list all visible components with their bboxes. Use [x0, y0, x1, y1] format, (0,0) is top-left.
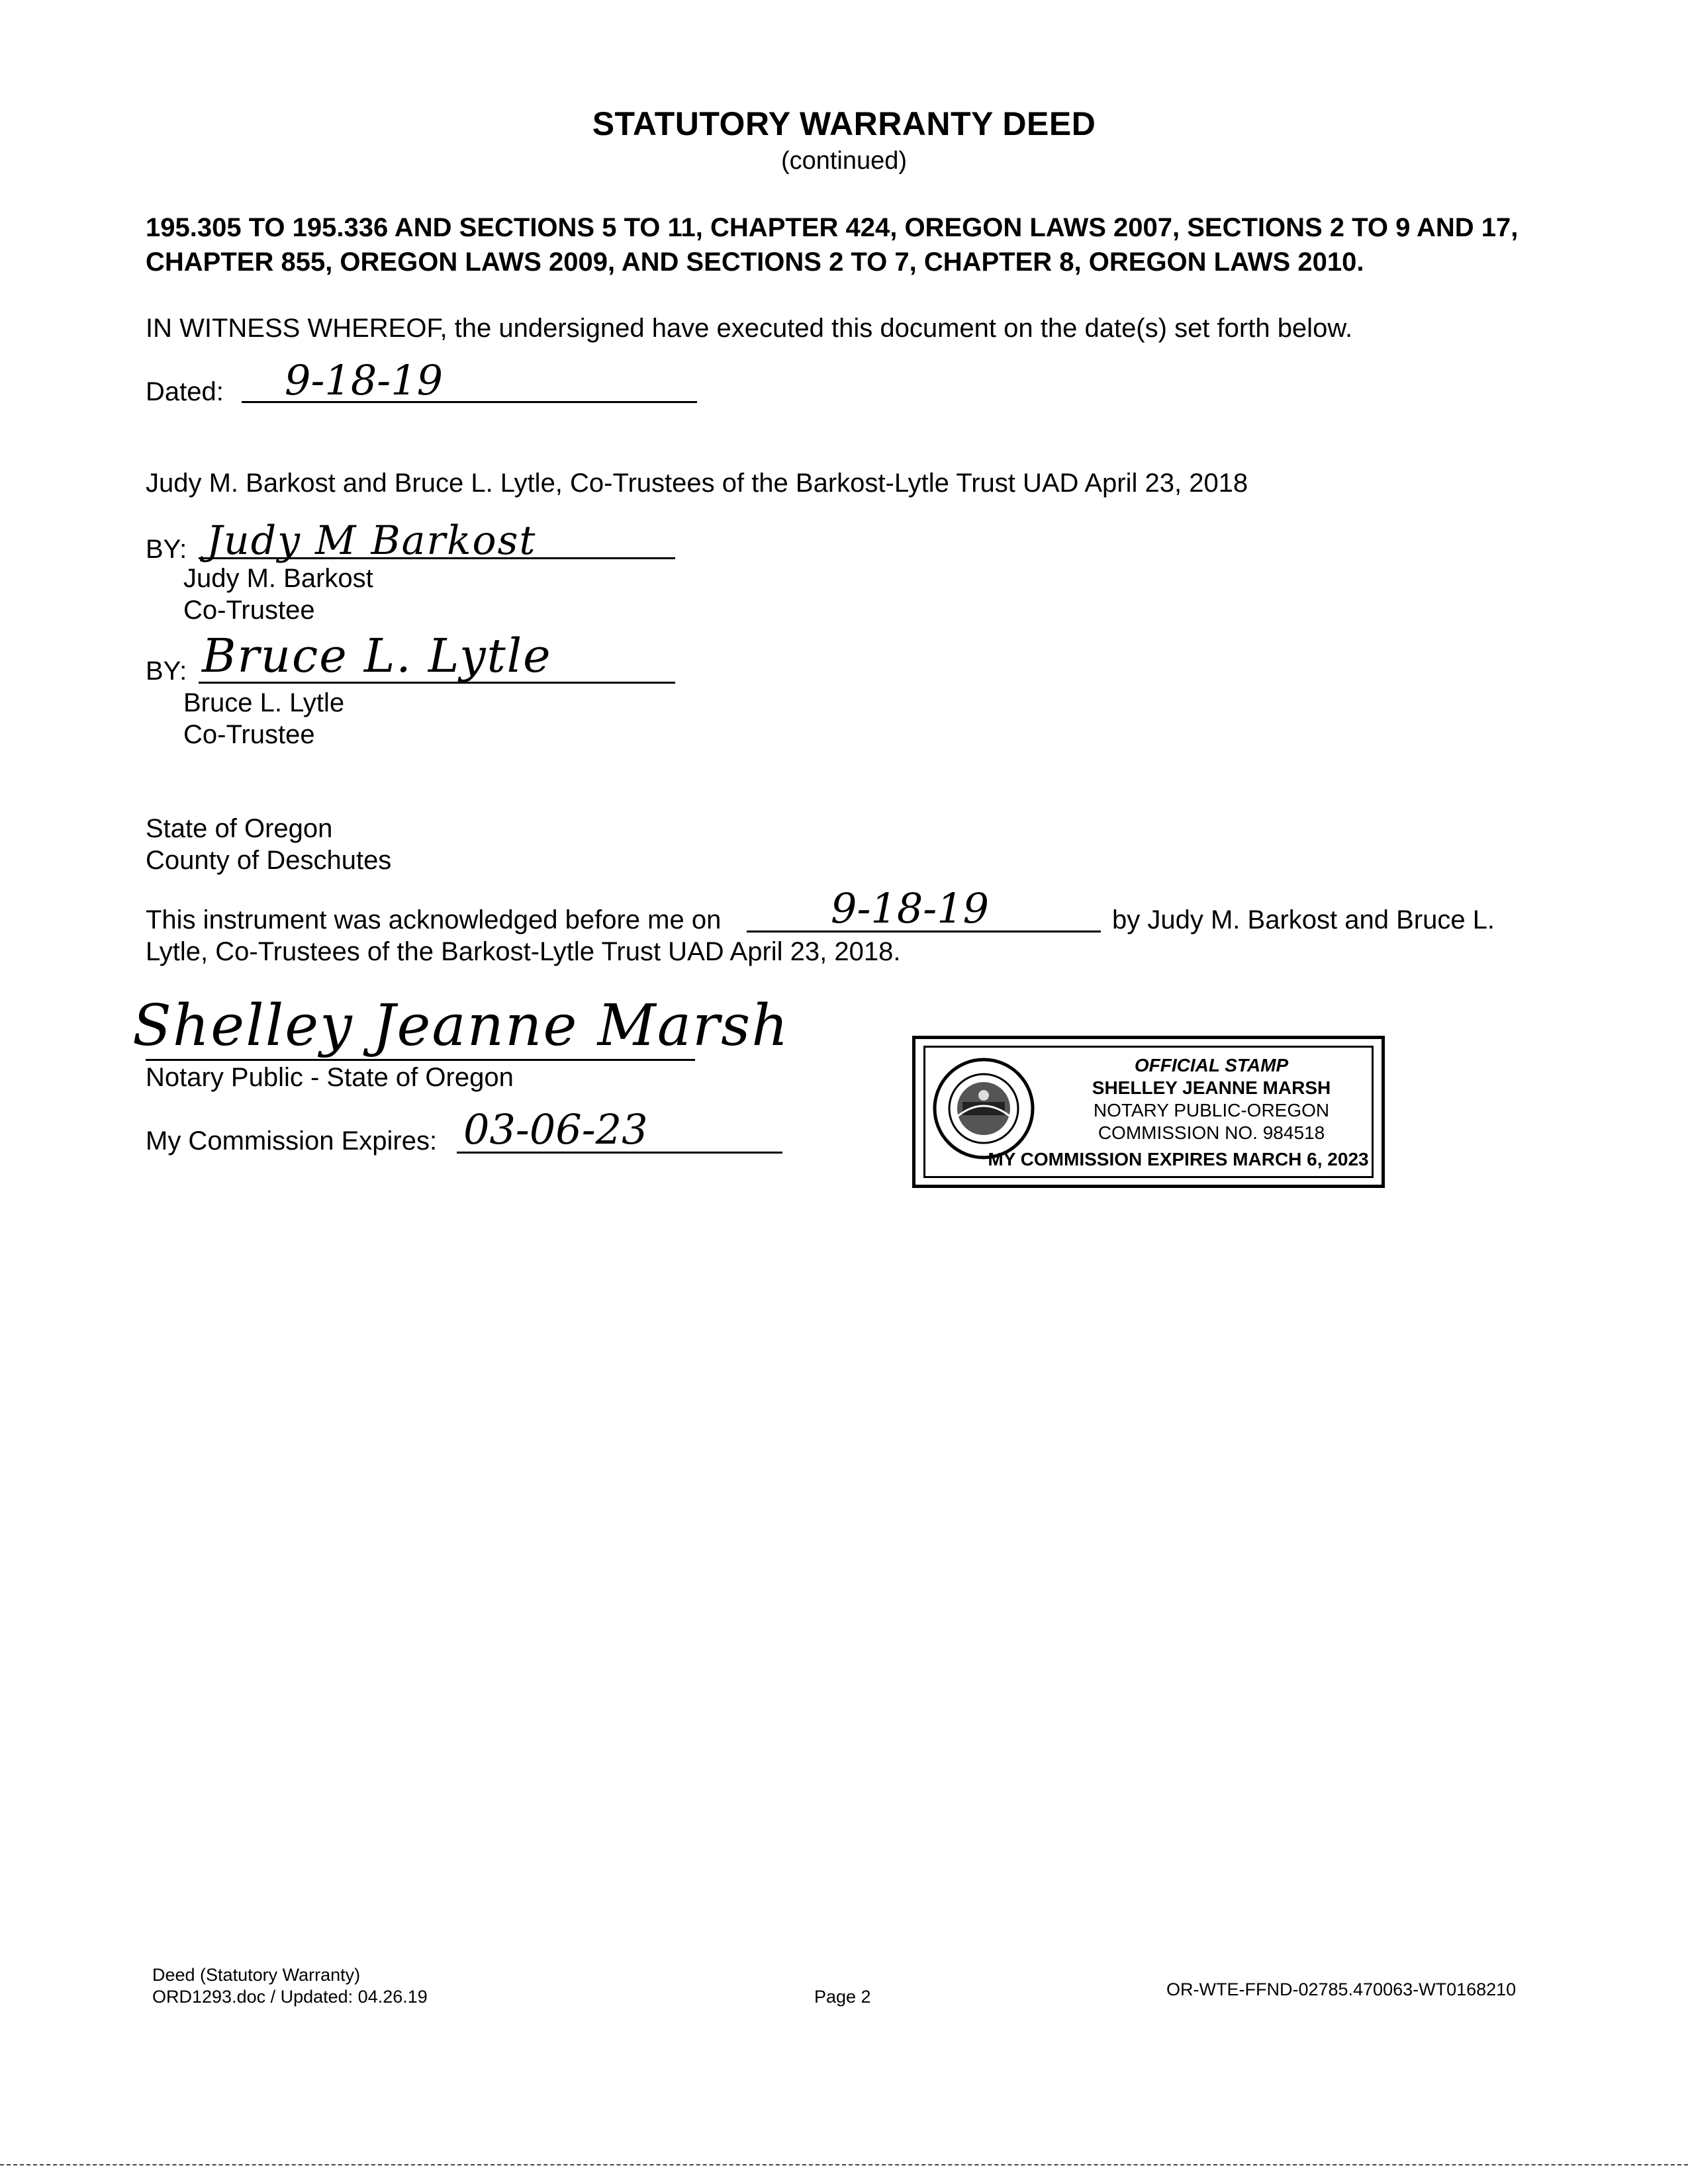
- venue-state: State of Oregon: [146, 814, 333, 843]
- dated-label: Dated:: [146, 377, 224, 406]
- footer-order-number: OR-WTE-FFND-02785.470063-WT0168210: [1166, 1979, 1517, 1999]
- signer-2-role: Co-Trustee: [183, 720, 315, 749]
- footer-form-name: Deed (Statutory Warranty): [152, 1965, 361, 1985]
- stamp-line-expiration: MY COMMISSION EXPIRES MARCH 6, 2023: [988, 1149, 1369, 1169]
- acknowledgment-text-line2: Lytle, Co-Trustees of the Barkost-Lytle Trust UAD April 23, 2018.: [146, 937, 901, 966]
- official-stamp: [912, 1036, 1385, 1188]
- signer-1-signature: Judy M Barkost: [207, 518, 537, 564]
- commission-handwritten-date: 03-06-23: [463, 1105, 648, 1154]
- signer-1-role: Co-Trustee: [183, 596, 315, 625]
- page-bottom-rule: [0, 2164, 1688, 2165]
- stamp-line-notary: NOTARY PUBLIC-OREGON: [1093, 1100, 1330, 1120]
- notary-signature-line: [146, 1059, 695, 1061]
- stamp-line-name: SHELLEY JEANNE MARSH: [1092, 1077, 1331, 1098]
- stamp-line-heading: OFFICIAL STAMP: [1134, 1055, 1289, 1075]
- document-title: STATUTORY WARRANTY DEED: [592, 105, 1096, 142]
- footer-form-ref: ORD1293.doc / Updated: 04.26.19: [152, 1987, 428, 2007]
- commission-label: My Commission Expires:: [146, 1126, 438, 1156]
- document-subtitle: (continued): [780, 147, 908, 175]
- dated-handwritten-value: 9-18-19: [285, 356, 444, 404]
- official-stamp-inner-border: [923, 1046, 1374, 1178]
- acknowledgment-text-before: This instrument was acknowledged before me on: [146, 905, 722, 934]
- statute-text: 195.305 TO 195.336 AND SECTIONS 5 TO 11, CHAPTER 424, OREGON LAWS 2007, SECTIONS 2 TO 9 AND 17, CHAPTER 855, OREGON LAWS 2009, AND SECTIONS 2 TO 7, CHAPTER 8, OREGON LAWS 2010.: [146, 213, 1519, 277]
- acknowledgment-handwritten-date: 9-18-19: [831, 884, 990, 933]
- venue-county: County of Deschutes: [146, 846, 392, 875]
- notary-signature: Shelley Jeanne Marsh: [132, 993, 790, 1059]
- state-seal-icon: [931, 1056, 1037, 1161]
- signer-2-name: Bruce L. Lytle: [183, 688, 345, 717]
- stamp-line-commission-number: COMMISSION NO. 984518: [1098, 1122, 1325, 1143]
- notary-title: Notary Public - State of Oregon: [146, 1063, 514, 1092]
- signer-1-name: Judy M. Barkost: [183, 564, 373, 593]
- signer-1-by-label: BY:: [146, 535, 187, 564]
- signer-2-signature: Bruce L. Lytle: [202, 629, 552, 683]
- grantors-line: Judy M. Barkost and Bruce L. Lytle, Co-Trustees of the Barkost-Lytle Trust UAD April 23, 2018: [146, 469, 1248, 498]
- signer-2-by-label: BY:: [146, 657, 187, 686]
- acknowledgment-text-after: by Judy M. Barkost and Bruce L.: [1112, 905, 1495, 934]
- witness-clause: IN WITNESS WHEREOF, the undersigned have executed this document on the date(s) set forth below.: [146, 314, 1353, 343]
- footer-page-number: Page 2: [814, 1987, 871, 2007]
